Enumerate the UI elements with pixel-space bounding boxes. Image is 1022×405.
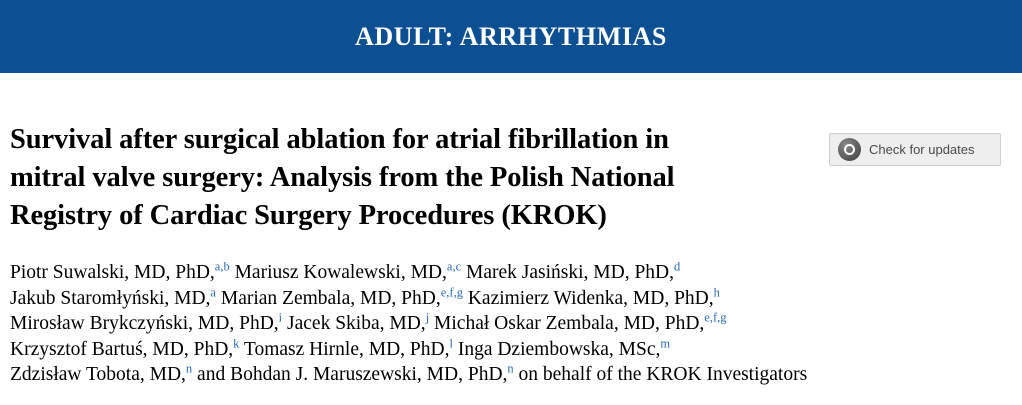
author-affiliation-marker[interactable]: a [210, 285, 216, 299]
author-line [10, 362, 970, 388]
author-affiliation-marker[interactable]: j [425, 310, 430, 325]
author-name: Kazimierz Widenka, MD, PhD, [462, 287, 714, 309]
section-banner-label: ADULT: ARRHYTHMIAS [354, 21, 667, 51]
author-name: Zdzisław Tobota, MD, [10, 364, 186, 385]
crossmark-circle-icon [838, 138, 861, 161]
author-name: Tomasz Hirnle, MD, PhD, [239, 338, 450, 360]
author-name: Marian Zembala, MD, PhD, [215, 287, 441, 309]
title-line: Survival after surgical ablation for atrial fibrillation in [10, 124, 669, 155]
author-affiliation-marker[interactable]: n [507, 361, 514, 376]
author-name: Jakub Staromłyński, MD, [10, 287, 211, 309]
page-title [10, 121, 800, 235]
author-name: on behalf of the KROK Investigators [513, 364, 808, 385]
author-list [10, 260, 970, 388]
author-name: Mirosław Brykczyński, MD, PhD, [10, 313, 279, 334]
author-name: Krzysztof Bartuś, MD, PhD, [10, 338, 234, 360]
author-name: Inga Dziembowska, MSc, [452, 338, 661, 360]
author-affiliation-marker[interactable]: a,b [214, 259, 230, 274]
author-line [10, 286, 970, 312]
author-name: and Bohdan J. Maruszewski, MD, PhD, [192, 364, 508, 385]
author-affiliation-marker[interactable]: e,f,g [440, 285, 463, 299]
author-affiliation-marker[interactable]: d [674, 259, 681, 274]
author-name: Jacek Skiba, MD, [282, 313, 426, 334]
title-line: Registry of Cardiac Surgery Procedures (KROK) [10, 200, 607, 231]
author-affiliation-marker[interactable]: k [233, 336, 240, 350]
check-for-updates-button[interactable] [829, 133, 1001, 166]
author-line [10, 260, 970, 286]
author-line [10, 337, 970, 363]
author-name: Piotr Suwalski, MD, PhD, [10, 262, 215, 283]
author-affiliation-marker[interactable]: n [185, 361, 193, 376]
author-name: Marek Jasiński, MD, PhD, [461, 262, 675, 283]
author-affiliation-marker[interactable]: e,f,g [704, 310, 727, 325]
author-affiliation-marker[interactable]: a,c [446, 259, 462, 274]
author-affiliation-marker[interactable]: l [449, 336, 453, 350]
author-affiliation-marker[interactable]: m [660, 336, 671, 350]
author-line [10, 311, 970, 337]
author-name: Michał Oskar Zembala, MD, PhD, [429, 313, 705, 334]
section-banner [0, 0, 1022, 73]
title-line: mitral valve surgery: Analysis from the Polish National [10, 162, 675, 193]
author-name: Mariusz Kowalewski, MD, [229, 262, 447, 283]
author-affiliation-marker[interactable]: i [278, 310, 283, 325]
author-affiliation-marker[interactable]: h [713, 285, 720, 299]
check-for-updates-label: Check for updates [869, 142, 975, 157]
